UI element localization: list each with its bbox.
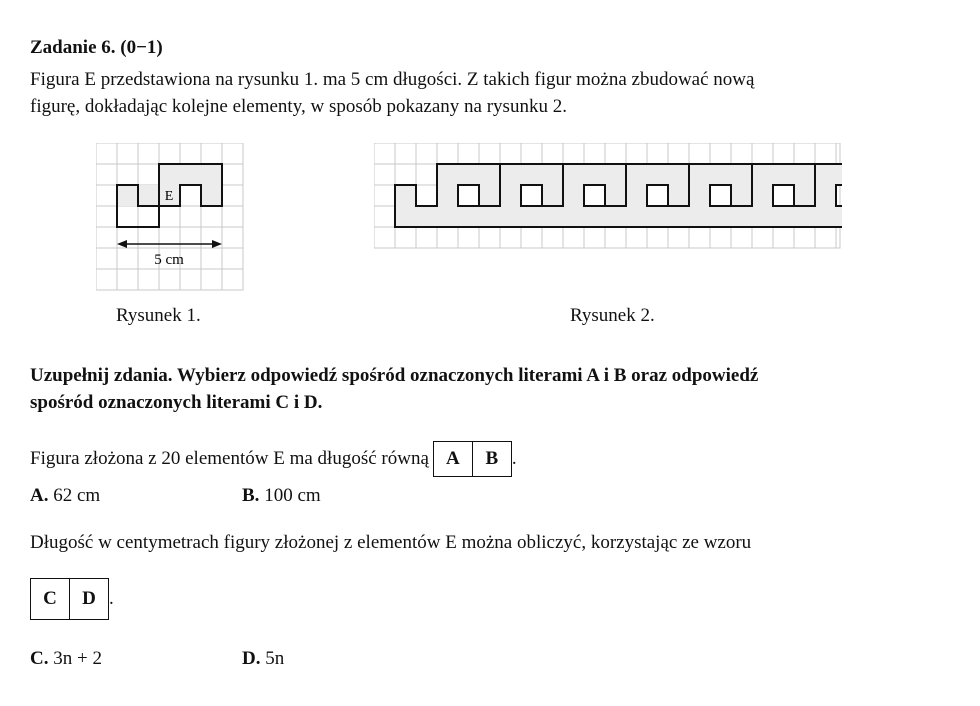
answer-box-cd xyxy=(30,578,109,620)
question-2-text: Długość w centymetrach figury złożonej z elementów E można obliczyć, korzystając ze wzoru xyxy=(30,532,752,553)
question-2-answer xyxy=(30,578,114,620)
option-c-text: 3n + 2 xyxy=(53,648,102,669)
figure-1-caption: Rysunek 1. xyxy=(116,305,201,326)
option-c-letter: C. xyxy=(30,648,49,669)
figure-2-caption: Rysunek 2. xyxy=(570,305,655,326)
task-description-line-2: figurę, dokładając kolejne elementy, w sposób pokazany na rysunku 2. xyxy=(30,96,567,117)
option-b[interactable] xyxy=(242,485,321,507)
answer-box-d[interactable]: D xyxy=(69,579,108,619)
option-b-letter: B. xyxy=(242,485,260,506)
question-1 xyxy=(30,441,517,477)
task-description xyxy=(30,66,890,120)
answer-box-a[interactable]: A xyxy=(446,448,460,469)
figure-2-grid xyxy=(374,143,842,249)
answer-box-b[interactable]: B xyxy=(472,442,511,476)
task-title: Zadanie 6. (0−1) xyxy=(30,37,163,58)
option-a[interactable] xyxy=(30,485,100,507)
option-b-text: 100 cm xyxy=(264,485,321,506)
option-a-letter: A. xyxy=(30,485,49,506)
option-a-text: 62 cm xyxy=(53,485,101,506)
figure-1-measure: 5 cm xyxy=(154,252,184,268)
question-1-end: . xyxy=(511,448,517,469)
figure-1-grid xyxy=(96,143,244,291)
answer-box-c[interactable]: C xyxy=(43,588,57,609)
task-description-line-1: Figura E przedstawiona na rysunku 1. ma 5 cm długości. Z takich figur można zbudować nową xyxy=(30,69,755,90)
option-d-letter: D. xyxy=(242,648,261,669)
answer-box-ab xyxy=(433,441,512,477)
option-d-text: 5n xyxy=(265,648,285,669)
question-1-text: Figura złożona z 20 elementów E ma długość równą xyxy=(30,448,429,469)
instruction-line-2: spośród oznaczonych literami C i D. xyxy=(30,392,323,413)
instruction xyxy=(30,362,930,416)
option-c[interactable] xyxy=(30,648,102,670)
option-d[interactable] xyxy=(242,648,284,670)
figure-1-label: E xyxy=(164,189,174,204)
instruction-line-1: Uzupełnij zdania. Wybierz odpowiedź spośród oznaczonych literami A i B oraz odpowiedź xyxy=(30,365,759,386)
question-2-end: . xyxy=(109,588,114,609)
